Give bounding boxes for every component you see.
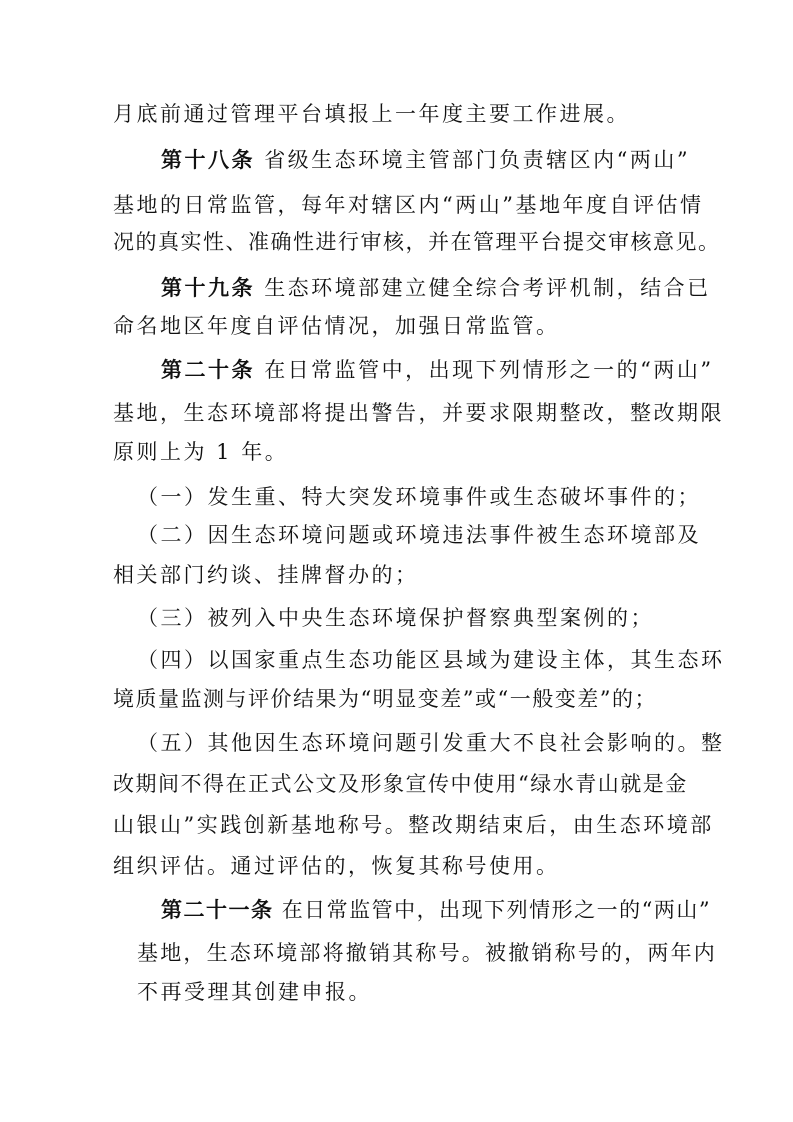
article-21-line-1 xyxy=(161,896,711,924)
article-20-item-5-line-2: 改期间不得在正式公文及形象宣传中使用“绿水青山就是金 xyxy=(113,772,688,796)
article-19-line-2: 命名地区年度自评估情况，加强日常监管。 xyxy=(113,314,560,338)
article-21-text-1: 在日常监管中，出现下列情形之一的“两山” xyxy=(281,898,712,922)
article-20-item-4-line-2: 境质量监测与评价结果为“明显变差”或“一般变差”的； xyxy=(113,687,657,711)
article-18-line-1 xyxy=(161,146,690,174)
article-21-line-3: 不再受理其创建申报。 xyxy=(137,980,372,1004)
article-20-title: 第二十条 xyxy=(161,357,255,382)
article-18-line-3: 况的真实性、准确性进行审核，并在管理平台提交审核意见。 xyxy=(113,230,721,254)
article-19-title: 第十九条 xyxy=(161,275,255,300)
article-18-title: 第十八条 xyxy=(161,147,255,172)
article-20-line-2: 基地，生态环境部将提出警告，并要求限期整改，整改期限 xyxy=(113,401,724,425)
article-20-line-3: 原则上为 1 年。 xyxy=(113,440,289,464)
article-21-title: 第二十一条 xyxy=(161,897,274,922)
article-20-item-2-line-1: （二）因生态环境问题或环境违法事件被生态环境部及 xyxy=(137,523,701,547)
article-20-item-5-line-3: 山银山”实践创新基地称号。整改期结束后，由生态环境部 xyxy=(113,813,714,837)
article-20-item-3: （三）被列入中央生态环境保护督察典型案例的； xyxy=(137,606,654,630)
intro-line: 月底前通过管理平台填报上一年度主要工作进展。 xyxy=(113,102,630,126)
article-19-line-1 xyxy=(161,274,711,302)
article-20-item-5-line-1: （五）其他因生态环境问题引发重大不良社会影响的。整 xyxy=(137,731,725,755)
article-20-item-1: （一）发生重、特大突发环境事件或生态破坏事件的； xyxy=(137,485,701,509)
article-19-text-1: 生态环境部建立健全综合考评机制，结合已 xyxy=(264,276,711,300)
article-20-item-2-line-2: 相关部门约谈、挂牌督办的； xyxy=(113,563,419,587)
article-20-line-1 xyxy=(161,356,714,384)
article-20-item-5-line-4: 组织评估。通过评估的，恢复其称号使用。 xyxy=(113,854,560,878)
article-20-text-1: 在日常监管中，出现下列情形之一的“两山” xyxy=(264,358,714,382)
article-18-line-2: 基地的日常监管，每年对辖区内“两山”基地年度自评估情 xyxy=(113,193,704,217)
article-21-line-2: 基地，生态环境部将撤销其称号。被撤销称号的，两年内 xyxy=(137,941,717,965)
article-20-item-4-line-1: （四）以国家重点生态功能区县域为建设主体，其生态环 xyxy=(137,648,725,672)
article-18-text-1: 省级生态环境主管部门负责辖区内“两山” xyxy=(264,148,691,172)
